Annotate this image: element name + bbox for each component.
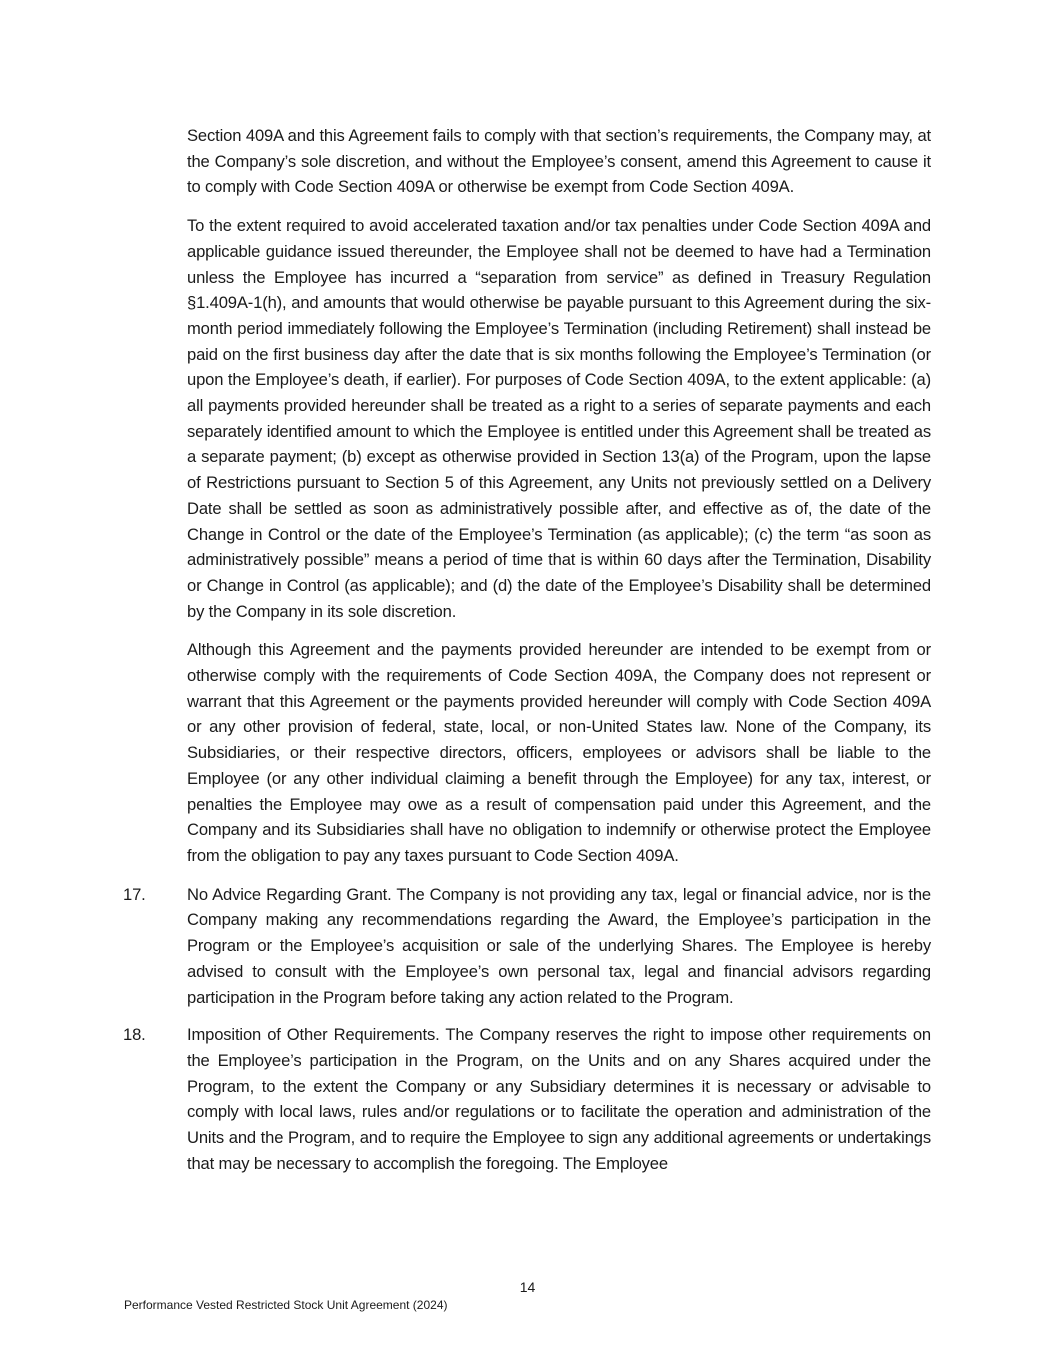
paragraph-no-representation: Although this Agreement and the payments provided hereunder are intended to be exempt from or otherwise comply with the requirements of Code Section 409A, the Company does not represent or warrant that this Agreement or the payments provided hereunder will comply with Code Section 409A or any other provision of federal, state, local, or non-United States law. None of the Company, its Subsidiaries, or their respective directors, officers, employees or advisors shall be liable to the Employee (or any other individual claiming a benefit through the Employee) for any tax, interest, or penalties the Employee may owe as a result of compensation paid under this Agreement, and the Company and its Subsidiaries shall have no obligation to indemnify or otherwise protect the Employee from the obligation to pay any taxes pursuant to Code Section 409A.	[187, 640, 931, 865]
section-18-heading: Imposition of Other Requirements.	[187, 1025, 440, 1045]
section-17-heading: No Advice Regarding Grant.	[187, 884, 392, 904]
document-body	[123, 123, 931, 1188]
paragraph-section-409a-amendment: Section 409A and this Agreement fails to comply with that section’s requirements, the Company may, at the Company’s sole discretion, and without the Employee’s consent, amend this Agreement to cause it to comply with Code Section 409A or otherwise be exempt from Code Section 409A.	[187, 126, 931, 197]
section-18	[123, 1022, 931, 1176]
page-number: 14	[519, 1279, 536, 1295]
section-18-number: 18.	[123, 1025, 146, 1045]
paragraph-separation-from-service: To the extent required to avoid accelerated taxation and/or tax penalties under Code Section 409A and applicable guidance issued thereunder, the Employee shall not be deemed to have had a Termination unless the Employee has incurred a “separation from service” as defined in Treasury Regulation §1.409A-1(h), and amounts that would otherwise be payable pursuant to this Agreement during the six-month period immediately following the Employee’s Termination (including Retirement) shall instead be paid on the first business day after the date that is six months following the Employee’s Termination (or upon the Employee’s death, if earlier). For purposes of Code Section 409A, to the extent applicable: (a) all payments provided hereunder shall be treated as a right to a series of separate payments and each separately identified amount to which the Employee is entitled under this Agreement shall be treated as a separate payment; (b) except as otherwise provided in Section 13(a) of the Program, upon the lapse of Restrictions pursuant to Section 5 of this Agreement, any Units not previously settled on a Delivery Date shall be settled as soon as administratively possible after, and effective as of, the date of the Change in Control or the date of the Employee’s Termination (as applicable); (c) the term “as soon as administratively possible” means a period of time that is within 60 days after the Termination, Disability or Change in Control (as applicable); and (d) the date of the Employee’s Disability shall be determined by the Company in its sole discretion.	[187, 216, 931, 621]
section-17-number: 17.	[123, 884, 146, 904]
section-18-text: The Company reserves the right to impose other requirements on the Employee’s participation in the Program, on the Units and on any Shares acquired under the Program, to the extent the Company or any Subsidiary determines it is necessary or advisable to comply with local laws, rules and/or regulations or to facilitate the operation and administration of the Units and the Program, and to require the Employee to sign any additional agreements or undertakings that may be necessary to accomplish the foregoing. The Employee	[187, 1025, 931, 1173]
section-17-text: The Company is not providing any tax, legal or financial advice, nor is the Company making any recommendations regarding the Award, the Employee’s participation in the Program or the Employee’s acquisition or sale of the underlying Shares. The Employee is hereby advised to consult with the Employee’s own personal tax, legal and financial advisors regarding participation in the Program before taking any action related to the Program.	[187, 884, 931, 1007]
section-17	[123, 882, 931, 1011]
document-footer: Performance Vested Restricted Stock Unit Agreement (2024)	[124, 1298, 448, 1312]
